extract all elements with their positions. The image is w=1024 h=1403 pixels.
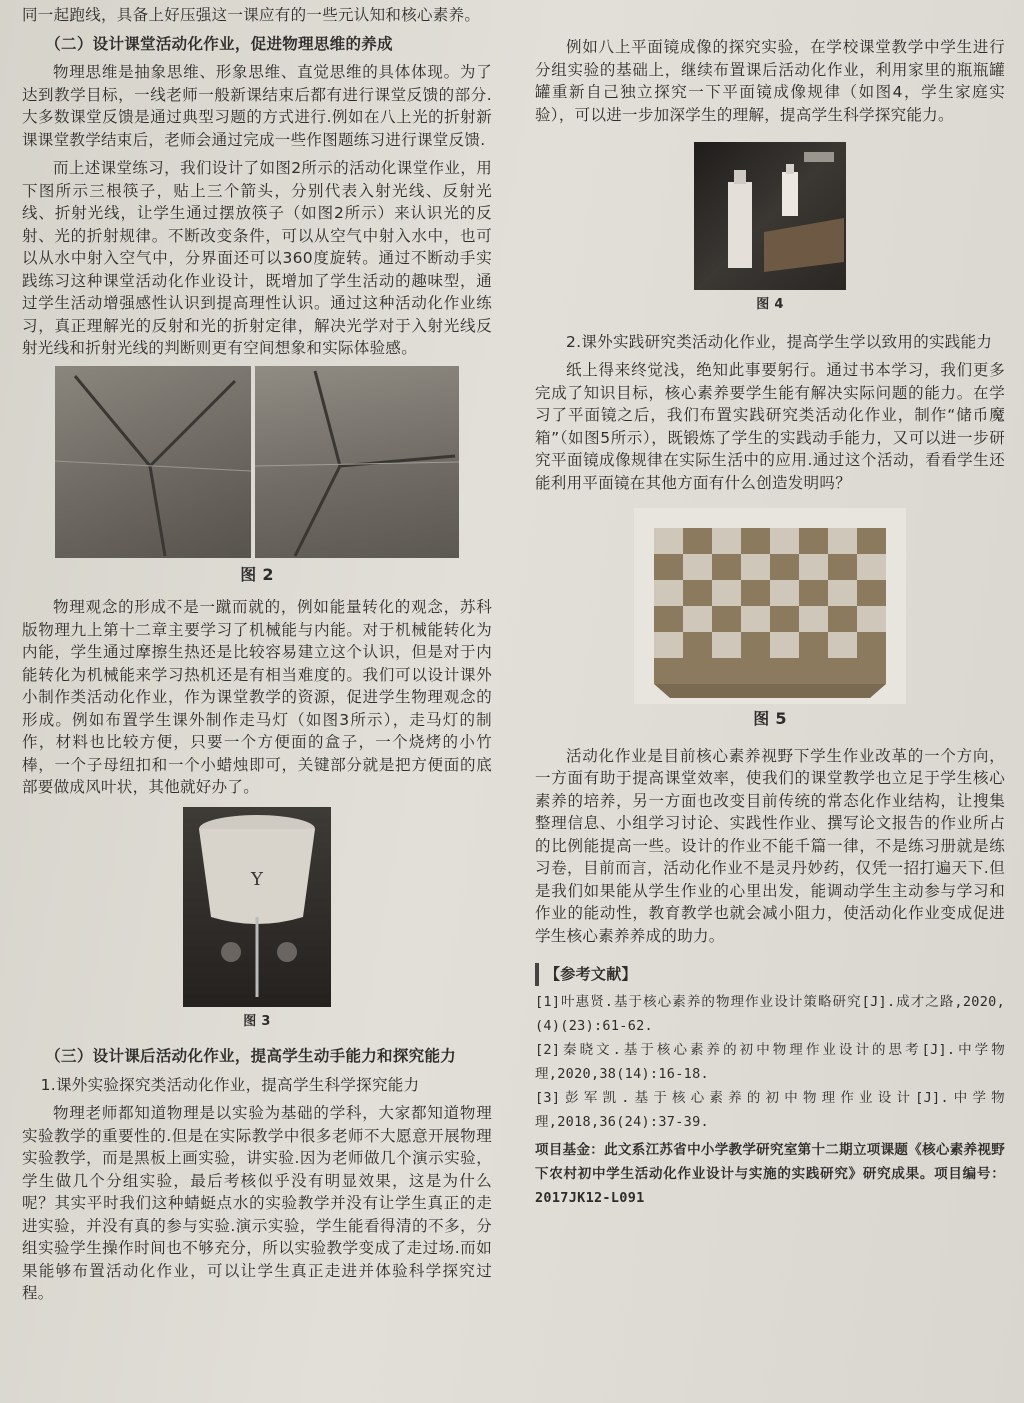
reference-item: [2]秦晓文.基于核心素养的初中物理作业设计的思考[J].中学物理,2020,38(14):16-18. bbox=[535, 1041, 1005, 1082]
subheading-experiment: 1.课外实验探究类活动化作业，提高学生科学探究能力 bbox=[40, 1075, 420, 1094]
intro-line: 同一起跑线，具备上好压强这一课应有的一些元认知和核心素养。 bbox=[22, 6, 481, 24]
figure-2-photo-left bbox=[55, 366, 251, 558]
paragraph-thinking: 物理思维是抽象思维、形象思维、直觉思维的具体体现。为了达到教学目标，一线老师一般新课结束后都有进行课堂反馈的部分.大多数课堂反馈是通过典型习题的方式进行.例如在八上光的折射新课课堂教学结束后，老师会通过完成一些作图题练习进行课堂反馈. bbox=[22, 63, 492, 149]
figure-2-photo-right bbox=[255, 366, 459, 558]
figure-2-caption: 图 2 bbox=[240, 564, 274, 584]
reference-item: [1]叶惠贤.基于核心素养的物理作业设计策略研究[J].成才之路,2020,(4)(23):61-62. bbox=[535, 993, 1005, 1034]
figure-3-caption: 图 3 bbox=[243, 1013, 271, 1029]
left-column bbox=[22, 4, 492, 1311]
references-heading: 【参考文献】 bbox=[535, 963, 643, 986]
figure-3-lantern bbox=[183, 807, 331, 1007]
paragraph-experiment: 物理老师都知道物理是以实验为基础的学科，大家都知道物理实验教学的重要性的.但是在实际教学中很多老师不大愿意开展物理实验教学，而是黑板上画实验，讲实验.因为老师做几个演示实验，学生做几个分组实验，最后考核似乎没有明显效果，这是为什么呢？其实平时我们这种蜻蜓点水的实验教学并没有让学生真正的走进实验，并没有真的参与实验.演示实验，学生能看得清的不多，分组实验学生操作时间也不够充分，所以实验教学变成了走过场.而如果能够布置活动化作业，可以让学生真正走进并体验科学探究过程。 bbox=[22, 1104, 492, 1302]
funding-note: 项目基金：此文系江苏省中小学教学研究室第十二期立项课题《核心素养视野下农村初中学生活动化作业设计与实施的实践研究》研究成果。项目编号：2017JK12-L091 bbox=[535, 1141, 1005, 1206]
figure-2 bbox=[55, 366, 459, 558]
section3-heading: （三）设计课后活动化作业，提高学生动手能力和探究能力 bbox=[45, 1047, 457, 1065]
figure-5-coin-box bbox=[634, 508, 906, 704]
paragraph-mirror: 例如八上平面镜成像的探究实验，在学校课堂教学中学生进行分组实验的基础上，继续布置课后活动化作业，利用家里的瓶瓶罐罐重新自己独立探究一下平面镜成像规律（如图4，学生家庭实验），可以进一步加深学生的理解，提高学生科学探究能力。 bbox=[535, 38, 1005, 124]
svg-text:Y: Y bbox=[251, 868, 264, 890]
reference-item: [3]彭军凯.基于核心素养的初中物理作业设计[J].中学物理,2018,36(24):37-39. bbox=[535, 1089, 1005, 1130]
right-column bbox=[535, 36, 1005, 1216]
section2-heading: （二）设计课堂活动化作业，促进物理思维的养成 bbox=[45, 34, 393, 53]
paragraph-coin-box: 纸上得来终觉浅，绝知此事要躬行。通过书本学习，我们更多完成了知识目标，核心素养要学生能有解决实际问题的能力。在学习了平面镜之后，我们布置实践研究类活动化作业，制作“储币魔箱”（如图5所示），既锻炼了学生的实践动手能力，又可以进一步研究平面镜成像规律在实际生活中的应用.通过这个活动，看看学生还能利用平面镜在其他方面有什么创造发明吗？ bbox=[535, 361, 1005, 492]
figure-4-caption: 图 4 bbox=[756, 297, 784, 312]
figure-4-home-experiment bbox=[694, 142, 846, 290]
figure-5-caption: 图 5 bbox=[753, 709, 787, 728]
paragraph-energy: 物理观念的形成不是一蹴而就的，例如能量转化的观念，苏科版物理九上第十二章主要学习了机械能与内能。对于机械能转化为内能，学生通过摩擦生热还是比较容易建立这个认识，但是对于内能转化为机械能来学习热机还是有相当难度的。我们可以设计课外小制作类活动化作业，作为课堂教学的资源，促进学生物理观念的形成。例如布置学生课外制作走马灯（如图3所示），走马灯的制作，材料也比较方便，只要一个方便面的盒子，一个烧烤的小竹棒，一个子母纽扣和一个小蜡烛即可，关键部分就是把方便面的底部要做成风叶状，其他就好办了。 bbox=[22, 598, 492, 796]
subheading-practice: 2.课外实践研究类活动化作业，提高学生学以致用的实践能力 bbox=[566, 332, 993, 351]
paragraph-chopsticks: 而上述课堂练习，我们设计了如图2所示的活动化课堂作业，用下图所示三根筷子，贴上三个箭头，分别代表入射光线、反射光线、折射光线，让学生通过摆放筷子（如图2所示）来认识光的反射、光的折射规律。不断改变条件，可以从空气中射入水中，也可以从水中射入空气中，分界面还可以360度旋转。通过不断动手实践练习这种课堂活动化作业设计，既增加了学生活动的趣味型，通过学生活动增强感性认识到提高理性认识。通过这种活动化作业练习，真正理解光的反射和光的折射定律，解决光学对于入射光线反射光线和折射光线的判断则更有空间想象和实际体验感。 bbox=[22, 159, 492, 357]
paragraph-conclusion: 活动化作业是目前核心素养视野下学生作业改革的一个方向，一方面有助于提高课堂效率，使我们的课堂教学也立足于学生核心素养的培养，另一方面也改变目前传统的常态化作业结构，让搜集整理信息、小组学习讨论、实践性作业、撰写论文报告的作业所占的比例能提高一些。设计的作业不能千篇一律，不是练习册就是练习卷，目前而言，活动化作业不是灵丹妙药，仅凭一招打遍天下.但是我们如果能从学生作业的心里出发，能调动学生主动参与学习和作业的能动性，教育教学也就会减小阻力，使活动化作业变成促进学生核心素养养成的助力。 bbox=[535, 746, 1005, 945]
